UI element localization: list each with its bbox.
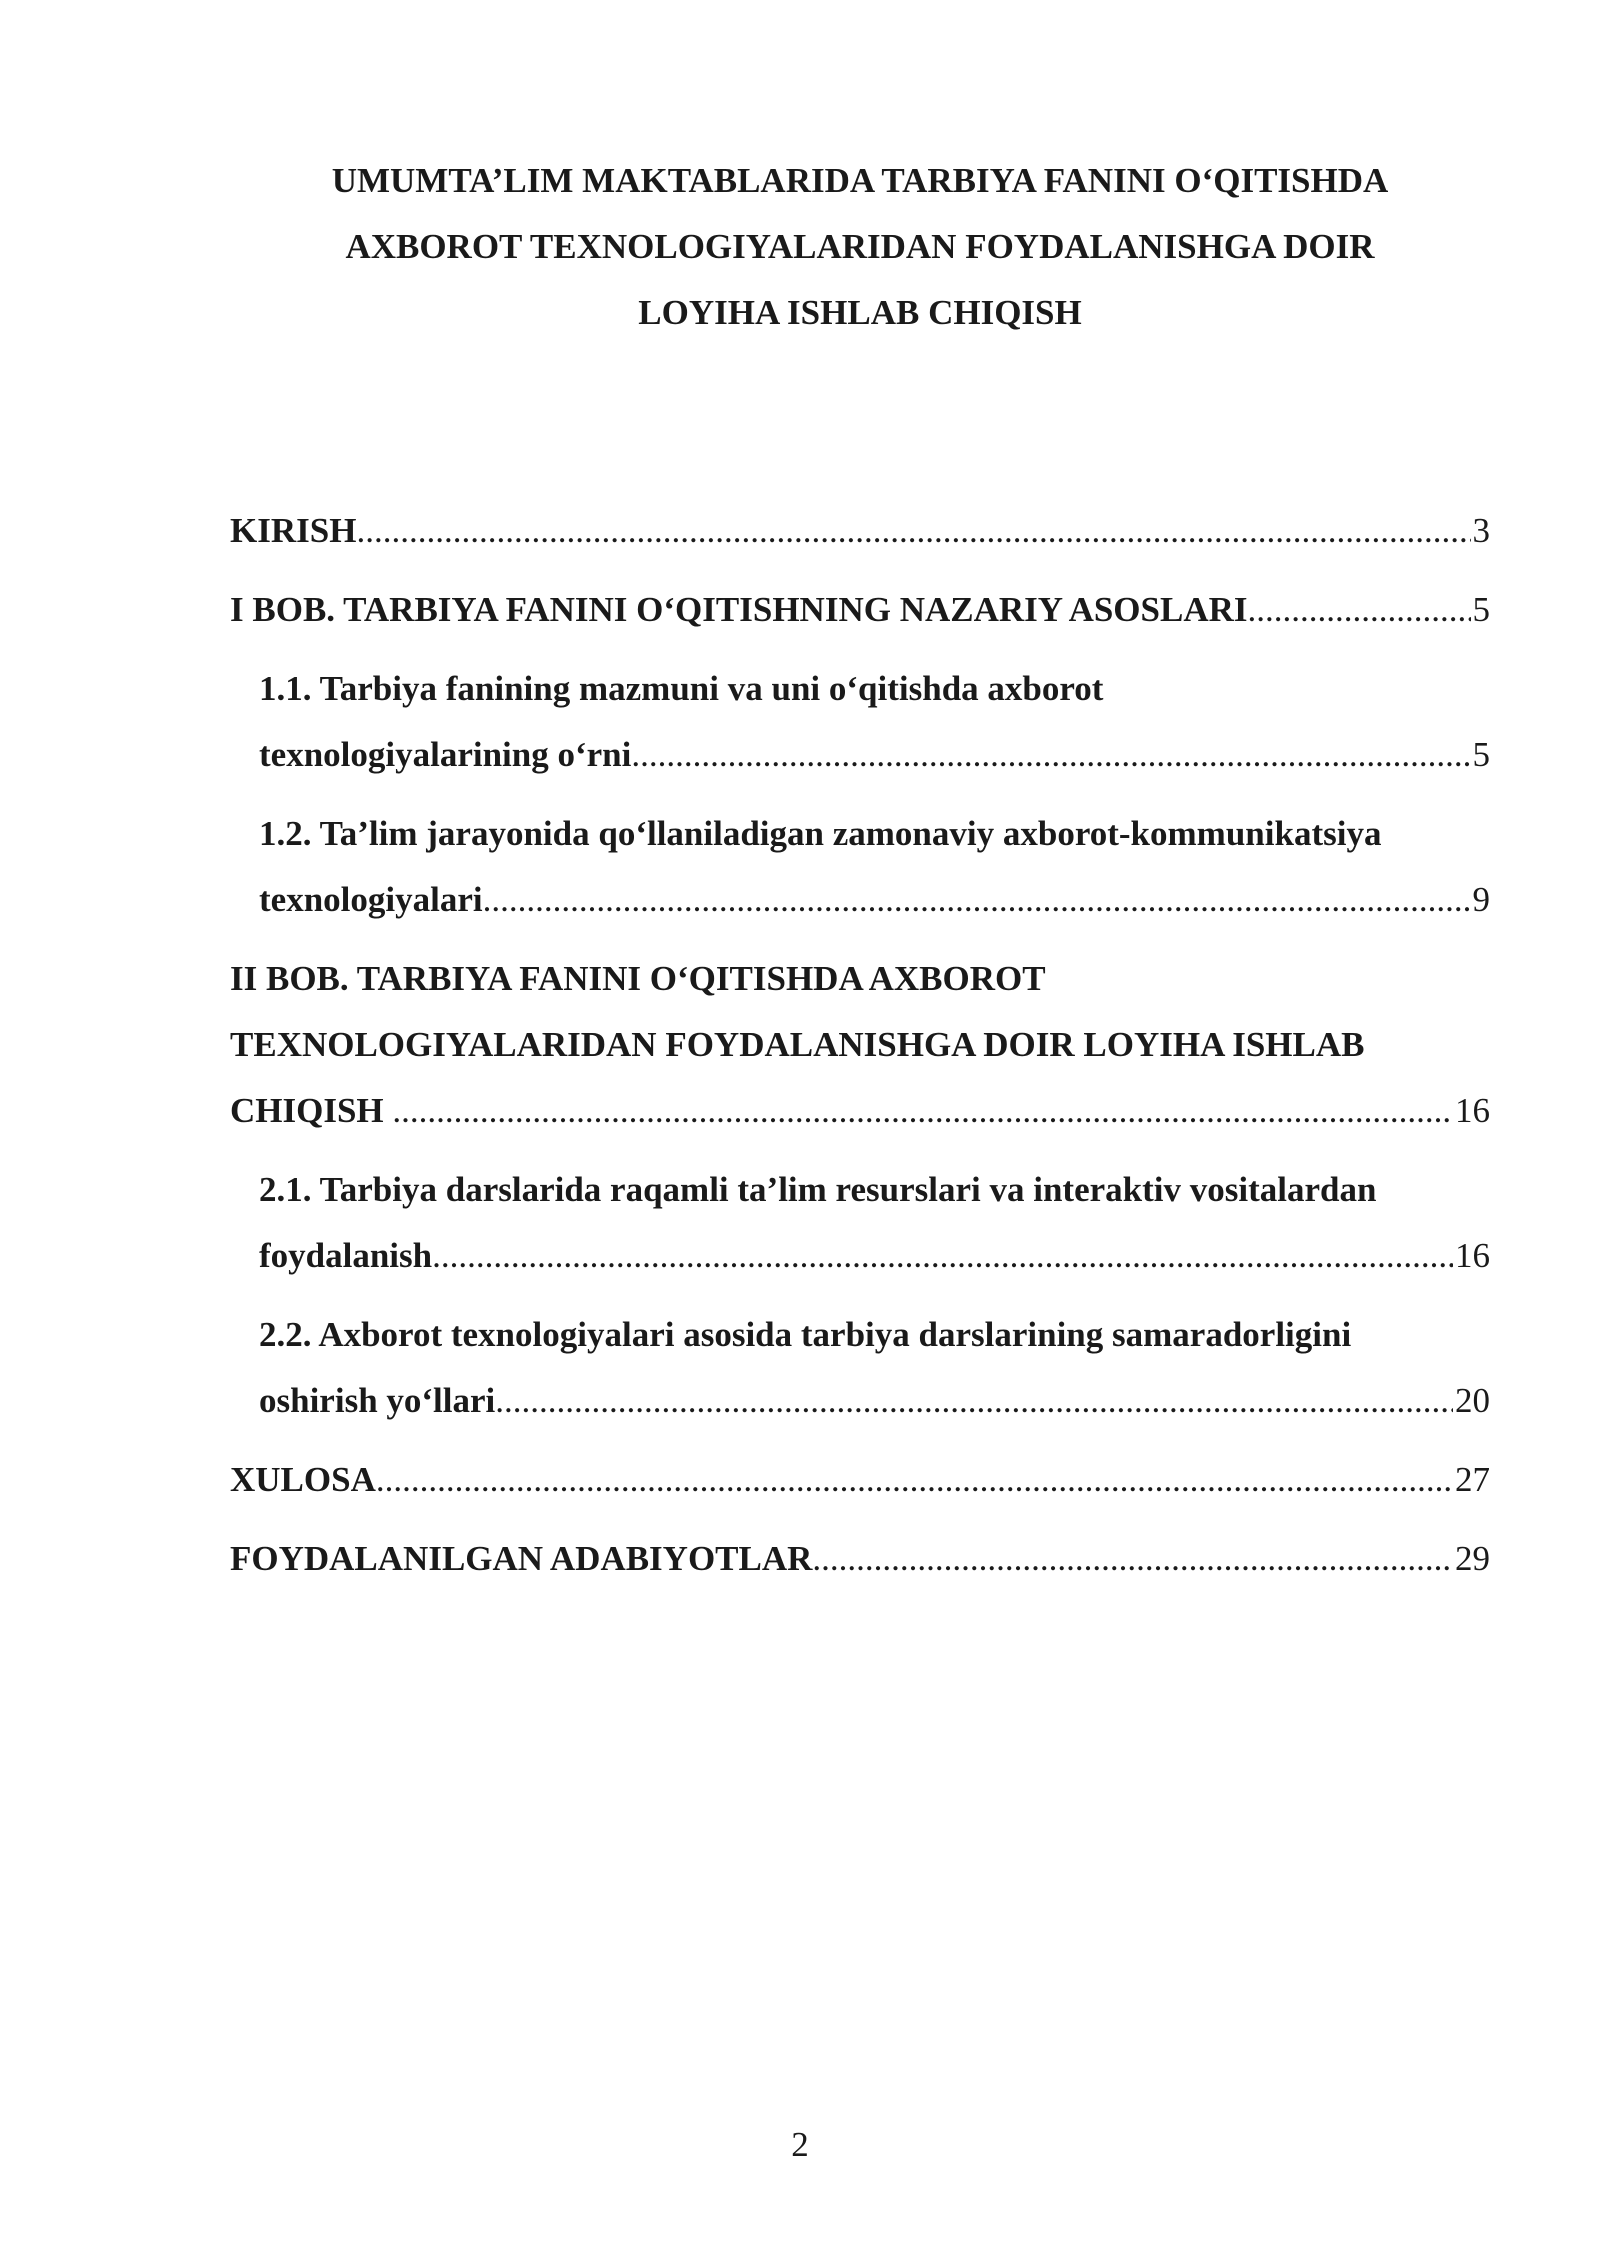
toc-page-number: 3: [1472, 511, 1490, 550]
toc-entry-chapter-2[interactable]: [230, 946, 1490, 1144]
toc-leader-dots: [483, 867, 1471, 933]
toc-entry-xulosa[interactable]: [230, 1447, 1490, 1513]
toc-entry-label: CHIQISH: [230, 1091, 393, 1130]
toc-page-number: 16: [1455, 1236, 1490, 1275]
toc-entry-label: texnologiyalari: [259, 880, 483, 919]
toc-page-number: 5: [1472, 735, 1490, 774]
toc-entry-label: FOYDALANILGAN ADABIYOTLAR: [230, 1539, 813, 1578]
toc-leader-dots: [631, 722, 1470, 788]
toc-entry-kirish[interactable]: [230, 498, 1490, 564]
toc-entry-section-1-1[interactable]: [230, 656, 1490, 788]
page-number: 2: [791, 2125, 809, 2164]
toc-entry-chapter-1[interactable]: [230, 577, 1490, 643]
title-line: AXBOROT TEXNOLOGIYALARIDAN FOYDALANISHGA DOIR: [345, 227, 1375, 266]
toc-entry-label: TEXNOLOGIYALARIDAN FOYDALANISHGA DOIR LOYIHA ISHLAB: [230, 1025, 1365, 1064]
toc-page-number: 20: [1455, 1381, 1490, 1420]
toc-entry-label: 1.2. Ta’lim jarayonida qo‘llaniladigan zamonaviy axborot-kommunikatsiya: [259, 814, 1382, 853]
toc-leader-dots: [812, 1526, 1453, 1592]
toc-leader-dots: [432, 1223, 1453, 1289]
toc-entry-label: oshirish yo‘llari: [259, 1381, 496, 1420]
toc-entry-label: KIRISH: [230, 511, 357, 550]
toc-entry-label: 2.1. Tarbiya darslarida raqamli ta’lim resurslari va interaktiv vositalardan: [259, 1170, 1377, 1209]
toc-entry-label: foydalanish: [259, 1236, 433, 1275]
toc-entry-section-2-2[interactable]: [230, 1302, 1490, 1434]
toc-entry-section-2-1[interactable]: [230, 1157, 1490, 1289]
title-line: LOYIHA ISHLAB CHIQISH: [638, 293, 1082, 332]
document-title: [230, 148, 1490, 346]
toc-entry-label: I BOB. TARBIYA FANINI O‘QITISHNING NAZARIY ASOSLARI: [230, 590, 1248, 629]
toc-entry-section-1-2[interactable]: [230, 801, 1490, 933]
toc-leader-dots: [392, 1078, 1453, 1144]
toc-entry-label: II BOB. TARBIYA FANINI O‘QITISHDA AXBOROT: [230, 959, 1046, 998]
toc-entry-label: 2.2. Axborot texnologiyalari asosida tarbiya darslarining samaradorligini: [259, 1315, 1352, 1354]
toc-entry-label: XULOSA: [230, 1460, 376, 1499]
toc-leader-dots: [376, 1447, 1453, 1513]
toc-page-number: 9: [1472, 880, 1490, 919]
toc-entry-label: 1.1. Tarbiya fanining mazmuni va uni o‘qitishda axborot: [259, 669, 1104, 708]
toc-page-number: 27: [1455, 1460, 1490, 1499]
toc-entry-adabiyotlar[interactable]: [230, 1526, 1490, 1592]
toc-page-number: 16: [1455, 1091, 1490, 1130]
toc-leader-dots: [1248, 577, 1471, 643]
table-of-contents: [230, 498, 1490, 1605]
toc-page-number: 5: [1472, 590, 1490, 629]
toc-leader-dots: [495, 1368, 1453, 1434]
toc-leader-dots: [356, 498, 1470, 564]
toc-page-number: 29: [1455, 1539, 1490, 1578]
title-line: UMUMTA’LIM MAKTABLARIDA TARBIYA FANINI O‘QITISHDA: [331, 161, 1389, 200]
toc-entry-label: texnologiyalarining o‘rni: [259, 735, 632, 774]
